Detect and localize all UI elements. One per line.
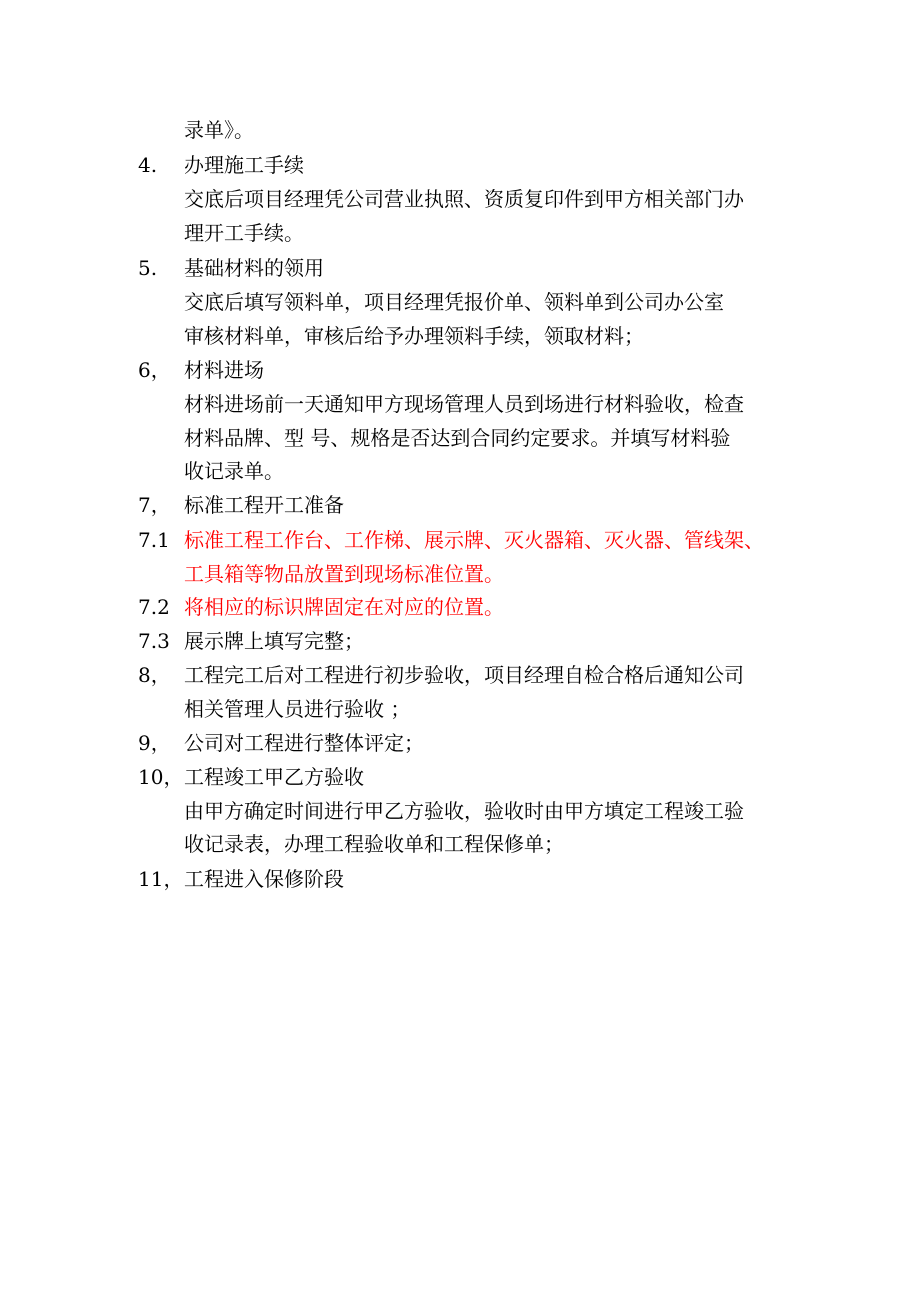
item-text: 收记录表，办理工程验收单和工程保修单； [184,832,564,856]
item-number: 6， [138,358,171,382]
item-text: 基础材料的领用 [184,256,324,280]
item-text: 公司对工程进行整体评定； [184,731,424,755]
item-text: 工程竣工甲乙方验收 [184,765,364,789]
item-text: 材料品牌、型 号、规格是否达到合同约定要求。并填写材料验 [184,426,731,450]
item-text: 录单》。 [184,118,254,142]
item-text: 理开工手续。 [184,221,304,245]
item-number: 11， [138,867,184,891]
item-number: 7.2 [138,595,170,619]
item-text: 收记录单。 [184,459,284,483]
item-text: 标准工程开工准备 [184,493,344,517]
item-number: 5. [138,256,158,280]
item-text-highlighted: 将相应的标识牌固定在对应的位置。 [184,595,504,619]
item-number: 9， [138,731,171,755]
item-number: 7.1 [138,528,170,552]
item-text-highlighted: 标准工程工作台、工作梯、展示牌、灭火器箱、灭火器、管线架、 [184,528,764,552]
item-text: 交底后填写领料单，项目经理凭报价单、领料单到公司办公室 [184,290,724,314]
item-number: 8， [138,663,171,687]
item-text: 交底后项目经理凭公司营业执照、资质复印件到甲方相关部门办 [184,187,744,211]
item-number: 7， [138,493,171,517]
item-text: 办理施工手续 [184,153,304,177]
item-number: 4. [138,153,158,177]
item-text: 材料进场前一天通知甲方现场管理人员到场进行材料验收，检查 [184,392,744,416]
item-text: 工程进入保修阶段 [184,867,344,891]
item-text: 由甲方确定时间进行甲乙方验收，验收时由甲方填定工程竣工验 [184,799,744,823]
item-text: 相关管理人员进行验收 ； [184,697,411,721]
item-text-highlighted: 工具箱等物品放置到现场标准位置。 [184,562,504,586]
item-text: 工程完工后对工程进行初步验收，项目经理自检合格后通知公司 [184,663,744,687]
item-text: 审核材料单，审核后给予办理领料手续，领取材料； [184,324,644,348]
item-number: 7.3 [138,629,170,653]
item-text: 材料进场 [184,358,264,382]
item-number: 10， [138,765,184,789]
item-text: 展示牌上填写完整； [184,629,364,653]
